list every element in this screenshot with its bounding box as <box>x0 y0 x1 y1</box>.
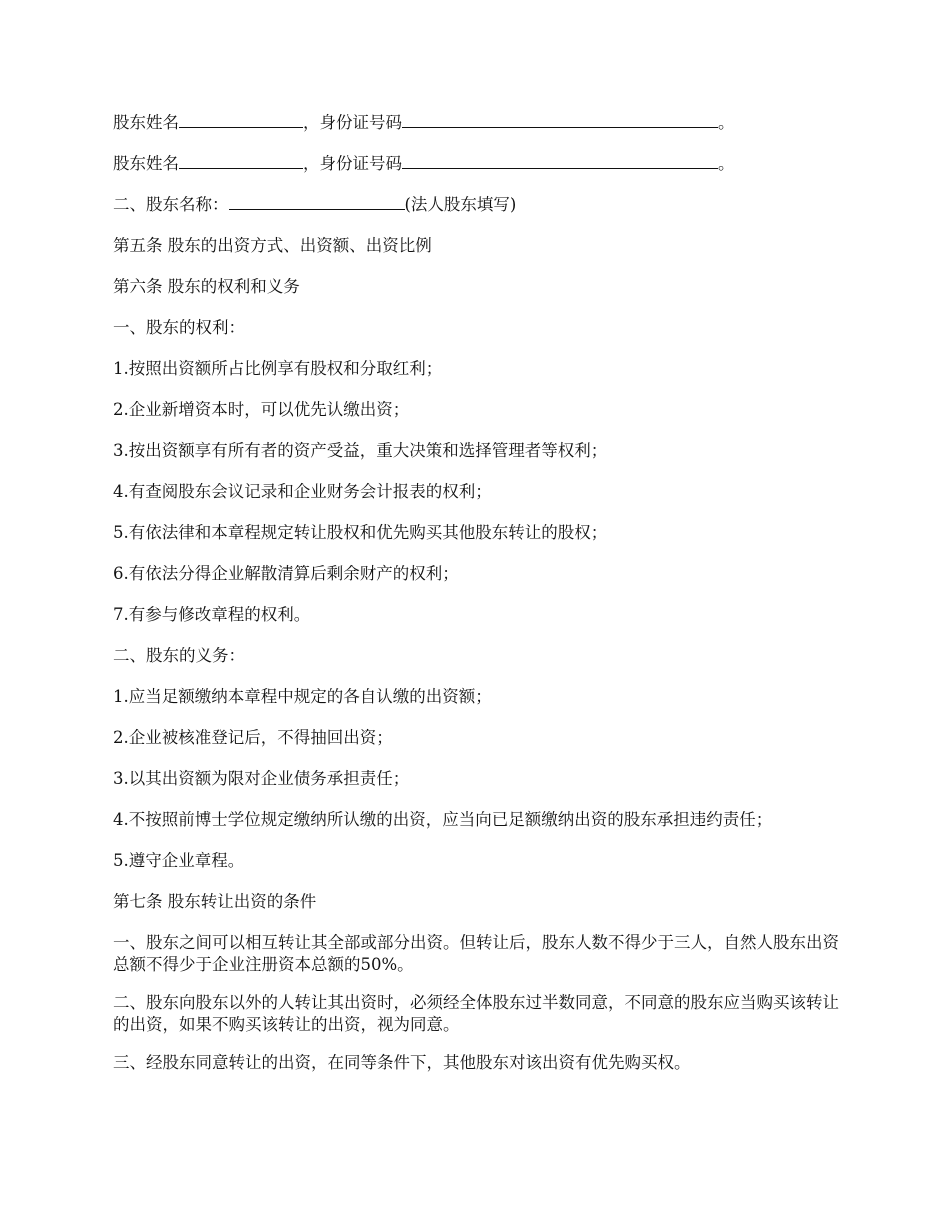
id-blank <box>402 113 718 128</box>
duties-heading: 二、股东的义务： <box>113 646 245 665</box>
article-7-item: 二、股东向股东以外的人转让其出资时，必须经全体股东过半数同意，不同意的股东应当购买该转让的出资，如果不购买该转让的出资，视为同意。 <box>113 993 839 1034</box>
legal-label: 二、股东名称： <box>113 195 229 214</box>
legal-shareholder-line <box>113 194 843 216</box>
rights-item: 6.有依法分得企业解散清算后剩余财产的权利； <box>113 564 459 583</box>
name-label: 股东姓名 <box>113 154 179 173</box>
duties-item: 5.遵守企业章程。 <box>113 851 245 870</box>
id-label: 身份证号码 <box>319 113 402 132</box>
name-blank <box>179 113 303 128</box>
duties-item: 1.应当足额缴纳本章程中规定的各自认缴的出资额； <box>113 687 492 706</box>
shareholder-line-2 <box>113 153 843 175</box>
article-7-item: 一、股东之间可以相互转让其全部或部分出资。但转让后，股东人数不得少于三人，自然人股东出资总额不得少于企业注册资本总额的50%。 <box>113 933 839 974</box>
duties-item: 3.以其出资额为限对企业债务承担责任； <box>113 769 410 788</box>
line-end: 。 <box>718 154 735 173</box>
rights-item: 5.有依法律和本章程规定转让股权和优先购买其他股东转让的股权； <box>113 523 608 542</box>
id-blank <box>402 154 718 169</box>
duties-item: 4.不按照前博士学位规定缴纳所认缴的出资，应当向已足额缴纳出资的股东承担违约责任； <box>113 810 773 829</box>
name-label: 股东姓名 <box>113 113 179 132</box>
line-end: 。 <box>718 113 735 132</box>
article-7-heading: 第七条 股东转让出资的条件 <box>113 892 317 911</box>
separator: ， <box>303 113 320 132</box>
legal-name-blank <box>229 195 405 210</box>
article-7-item: 三、经股东同意转让的出资，在同等条件下，其他股东对该出资有优先购买权。 <box>113 1053 691 1072</box>
shareholder-line-1 <box>113 112 843 134</box>
duties-item: 2.企业被核准登记后，不得抽回出资； <box>113 728 393 747</box>
legal-suffix: (法人股东填写) <box>404 195 517 214</box>
rights-item: 3.按出资额享有所有者的资产受益，重大决策和选择管理者等权利； <box>113 441 608 460</box>
rights-item: 1.按照出资额所占比例享有股权和分取红利； <box>113 359 443 378</box>
rights-item: 2.企业新增资本时，可以优先认缴出资； <box>113 400 410 419</box>
name-blank <box>179 154 303 169</box>
separator: ， <box>303 154 320 173</box>
document-body <box>113 112 843 1090</box>
article-6-heading: 第六条 股东的权利和义务 <box>113 277 300 296</box>
article-5-heading: 第五条 股东的出资方式、出资额、出资比例 <box>113 236 432 255</box>
rights-heading: 一、股东的权利： <box>113 318 245 337</box>
rights-item: 7.有参与修改章程的权利。 <box>113 605 311 624</box>
rights-item: 4.有查阅股东会议记录和企业财务会计报表的权利； <box>113 482 492 501</box>
id-label: 身份证号码 <box>319 154 402 173</box>
